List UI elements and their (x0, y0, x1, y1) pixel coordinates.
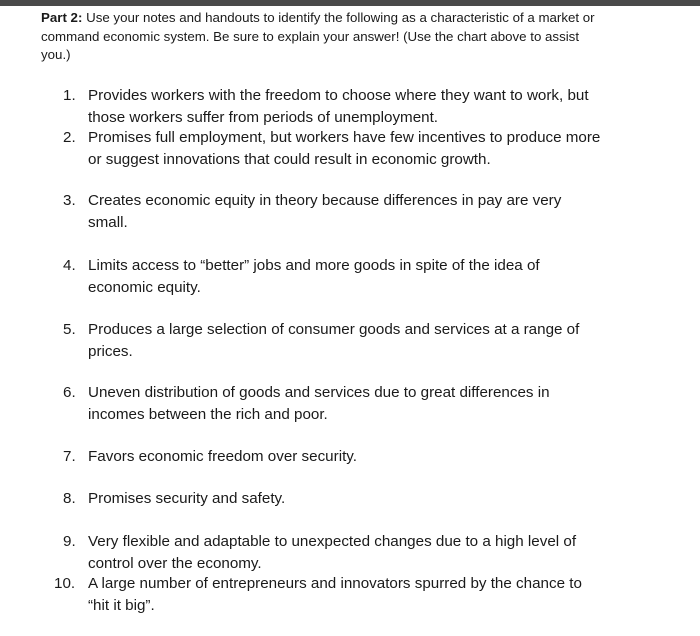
question-item (63, 190, 603, 234)
question-item (63, 531, 603, 575)
question-text: Favors economic freedom over security. (88, 448, 357, 465)
question-number: 1. (63, 87, 76, 104)
top-border-bar (0, 0, 700, 6)
question-item (54, 573, 603, 617)
question-text: Limits access to “better” jobs and more goods in spite of the idea of economic equity. (88, 257, 540, 296)
question-item (63, 382, 603, 426)
question-text: A large number of entrepreneurs and innovators spurred by the chance to “hit it big”. (88, 575, 582, 614)
question-number: 5. (63, 321, 76, 338)
question-text: Produces a large selection of consumer goods and services at a range of prices. (88, 321, 580, 360)
question-item (63, 255, 603, 299)
question-text: Uneven distribution of goods and services due to great differences in incomes between the rich and poor. (88, 384, 550, 423)
part-label: Part 2: (41, 10, 83, 25)
question-text: Creates economic equity in theory because differences in pay are very small. (88, 192, 562, 231)
question-text: Promises security and safety. (88, 490, 286, 507)
question-number: 9. (63, 533, 76, 550)
question-number: 8. (63, 490, 76, 507)
question-item (63, 446, 603, 468)
question-number: 7. (63, 448, 76, 465)
question-number: 10. (54, 575, 76, 592)
instructions-paragraph (41, 9, 601, 65)
question-text: Very flexible and adaptable to unexpected changes due to a high level of control over the economy. (88, 533, 577, 572)
question-number: 3. (63, 192, 76, 209)
question-number: 4. (63, 257, 76, 274)
question-text: Promises full employment, but workers have few incentives to produce more or suggest innovations that could result in economic growth. (88, 129, 601, 168)
instructions-text: Use your notes and handouts to identify the following as a characteristic of a market or command economic system. Be sure to explain your answer! (Use the chart above to assist you.) (41, 10, 595, 62)
question-number: 2. (63, 129, 76, 146)
question-item (63, 319, 603, 363)
question-item (63, 488, 603, 510)
question-number: 6. (63, 384, 76, 401)
question-text: Provides workers with the freedom to choose where they want to work, but those workers suffer from periods of unemployment. (88, 87, 589, 126)
question-item (63, 127, 603, 171)
question-item (63, 85, 603, 129)
